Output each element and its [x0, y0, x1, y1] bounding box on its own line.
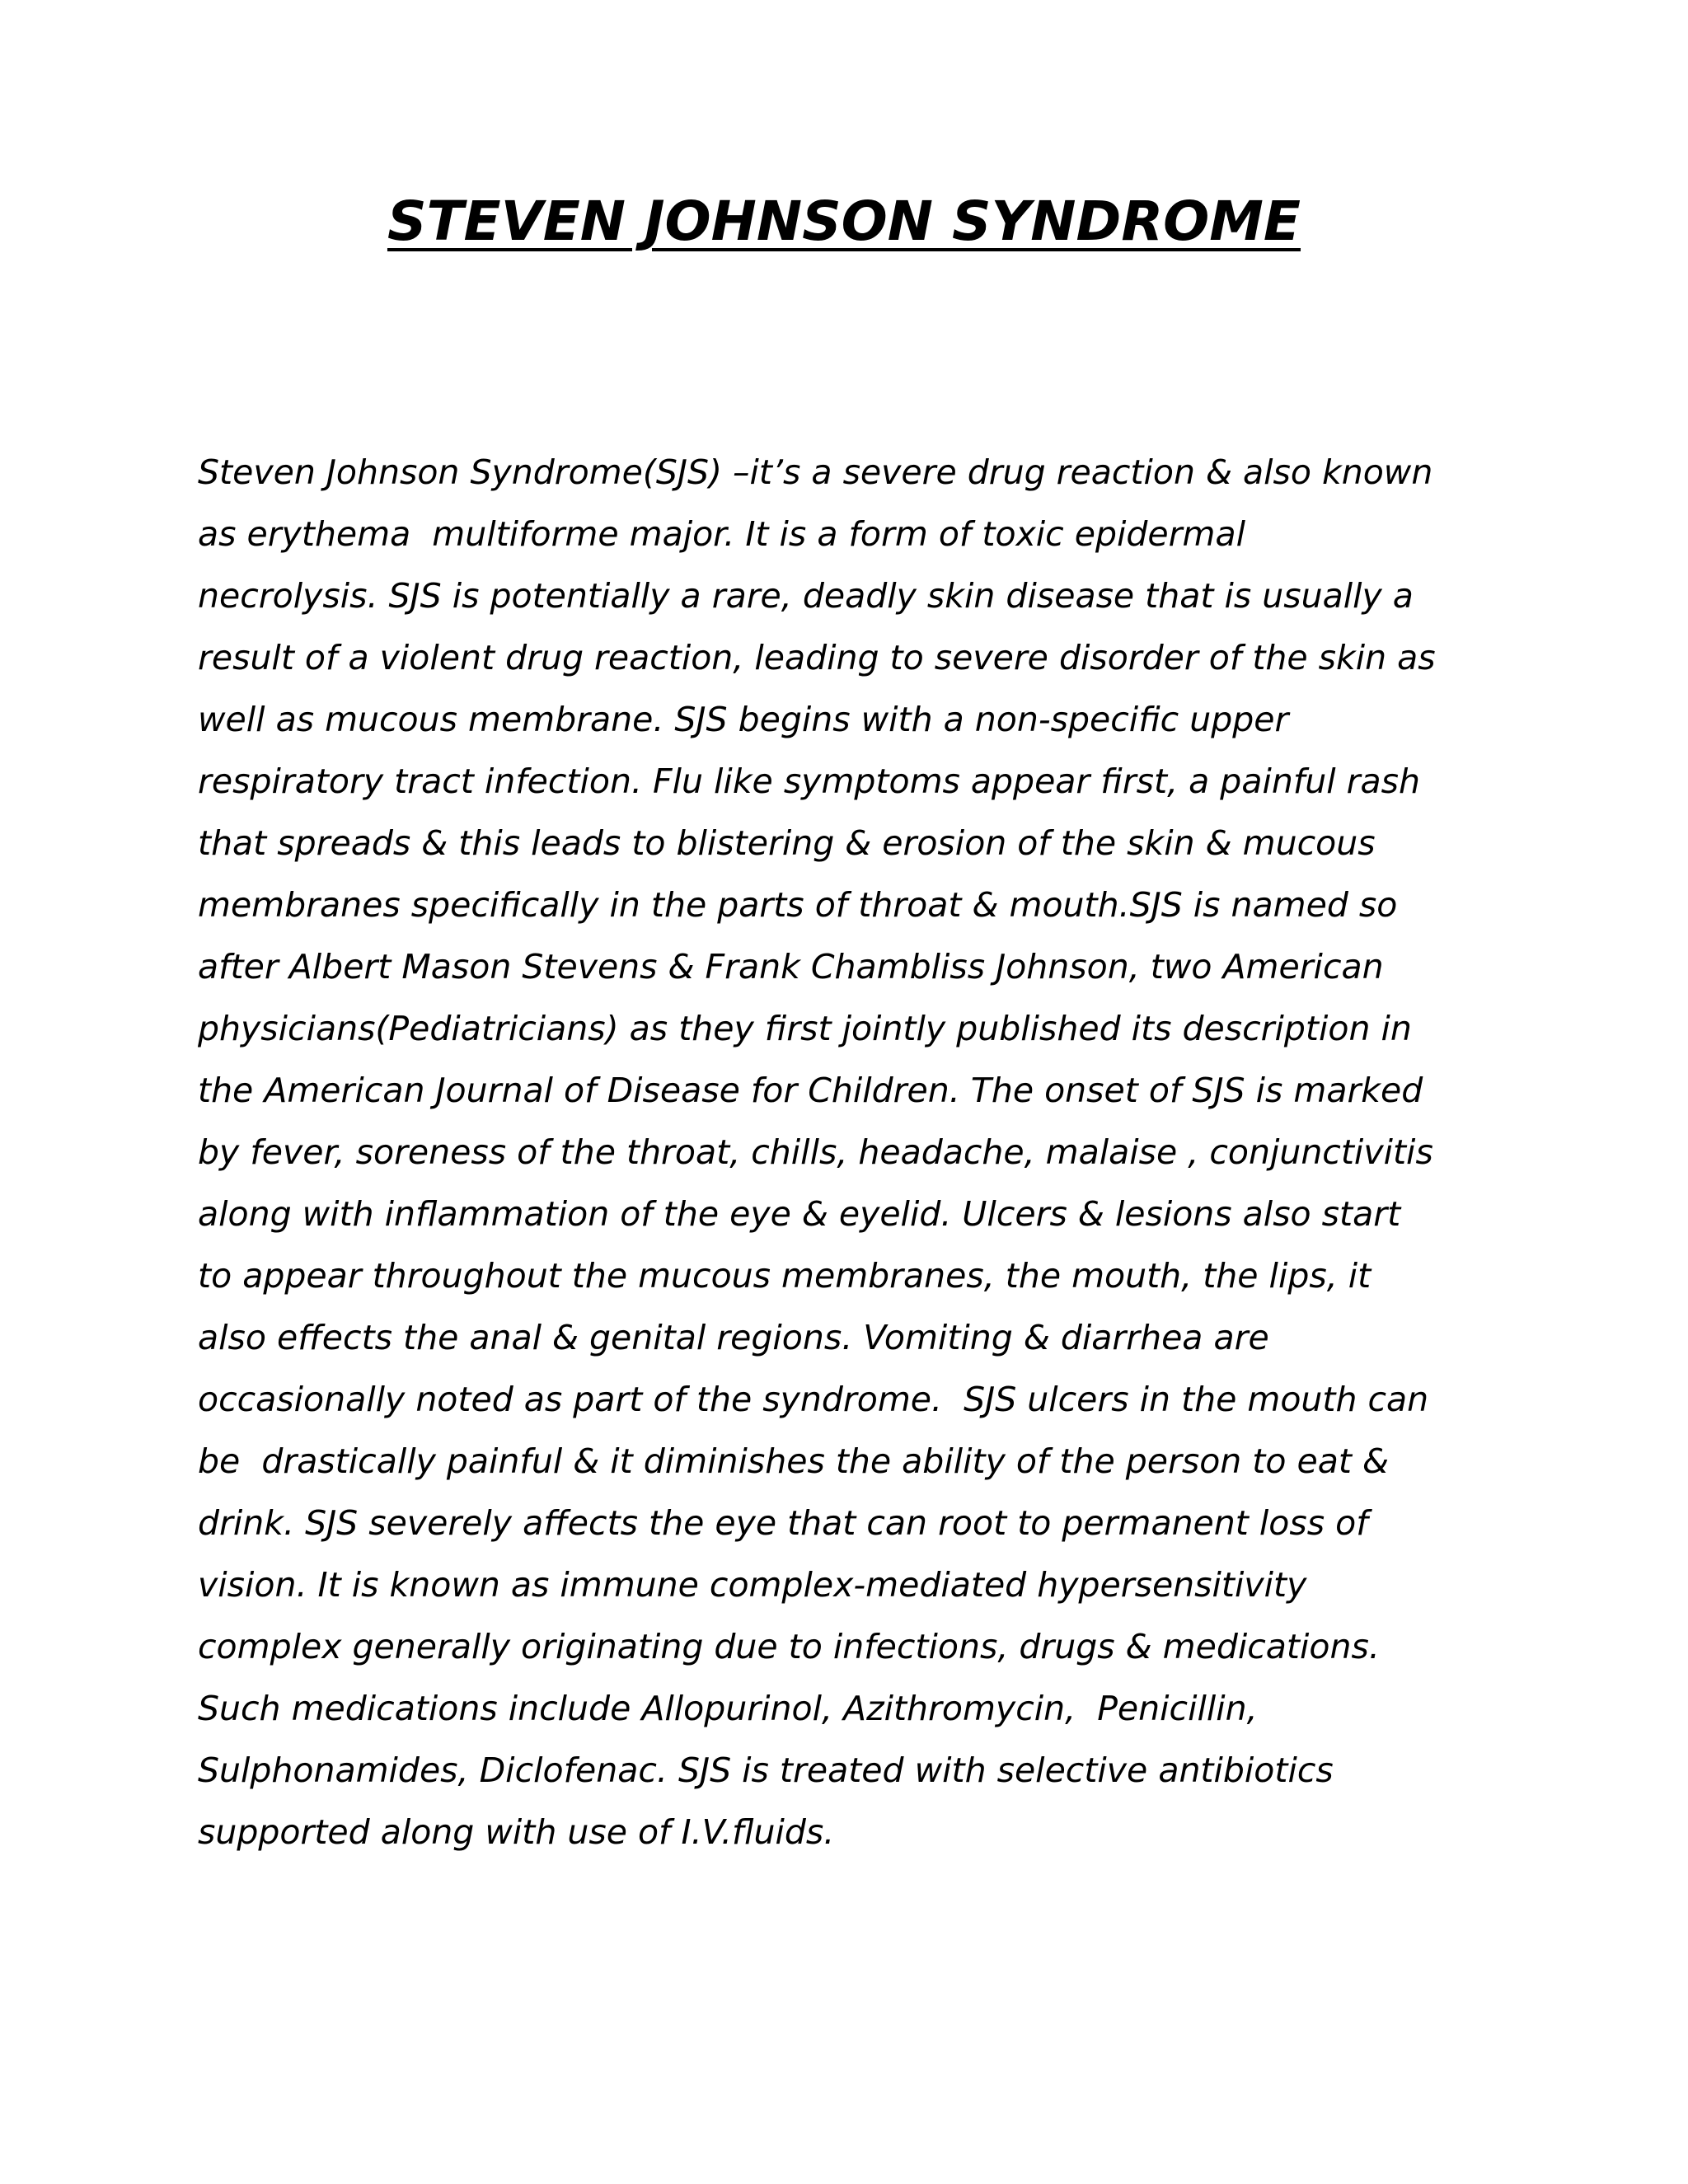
paragraph-line: to appear throughout the mucous membranes, the mouth, the lips, it — [198, 1256, 1372, 1296]
paragraph-line: result of a violent drug reaction, leading to severe disorder of the skin as — [198, 638, 1436, 677]
paragraph-line: Such medications include Allopurinol, Azithromycin, Penicillin, — [198, 1689, 1258, 1728]
paragraph-line: by fever, soreness of the throat, chills, headache, malaise , conjunctivitis — [198, 1132, 1433, 1172]
paragraph-line: membranes specifically in the parts of throat & mouth.SJS is named so — [198, 885, 1398, 925]
document-title — [0, 190, 1688, 253]
paragraph-line: occasionally noted as part of the syndrome. SJS ulcers in the mouth can — [198, 1380, 1429, 1419]
document-title-text: STEVEN JOHNSON SYNDROME — [387, 190, 1301, 253]
paragraph-line: Steven Johnson Syndrome(SJS) –it’s a severe drug reaction & also known — [198, 452, 1433, 492]
paragraph-line: Sulphonamides, Diclofenac. SJS is treated with selective antibiotics — [198, 1750, 1334, 1790]
paragraph-line: vision. It is known as immune complex-mediated hypersensitivity — [198, 1565, 1307, 1605]
paragraph-line: be drastically painful & it diminishes the ability of the person to eat & — [198, 1441, 1389, 1481]
paragraph-line: along with inflammation of the eye & eyelid. Ulcers & lesions also start — [198, 1194, 1401, 1234]
paragraph-line: that spreads & this leads to blistering & erosion of the skin & mucous — [198, 823, 1376, 863]
paragraph-line: the American Journal of Disease for Children. The onset of SJS is marked — [198, 1071, 1423, 1110]
paragraph-line: also effects the anal & genital regions. Vomiting & diarrhea are — [198, 1318, 1269, 1357]
paragraph-line: as erythema multiforme major. It is a form of toxic epidermal — [198, 514, 1245, 554]
paragraph-line: respiratory tract infection. Flu like symptoms appear first, a painful rash — [198, 762, 1421, 801]
paragraph-line: physicians(Pediatricians) as they first jointly published its description in — [198, 1009, 1412, 1048]
paragraph-line: well as mucous membrane. SJS begins with a non-specific upper — [198, 700, 1289, 739]
paragraph-line: drink. SJS severely affects the eye that can root to permanent loss of — [198, 1503, 1368, 1543]
paragraph-line: necrolysis. SJS is potentially a rare, deadly skin disease that is usually a — [198, 576, 1414, 616]
paragraph-line: supported along with use of I.V.fluids. — [198, 1812, 835, 1852]
body-paragraph — [198, 442, 1517, 1863]
paragraph-line: complex generally originating due to infections, drugs & medications. — [198, 1627, 1380, 1666]
paragraph-line: after Albert Mason Stevens & Frank Chambliss Johnson, two American — [198, 947, 1384, 987]
